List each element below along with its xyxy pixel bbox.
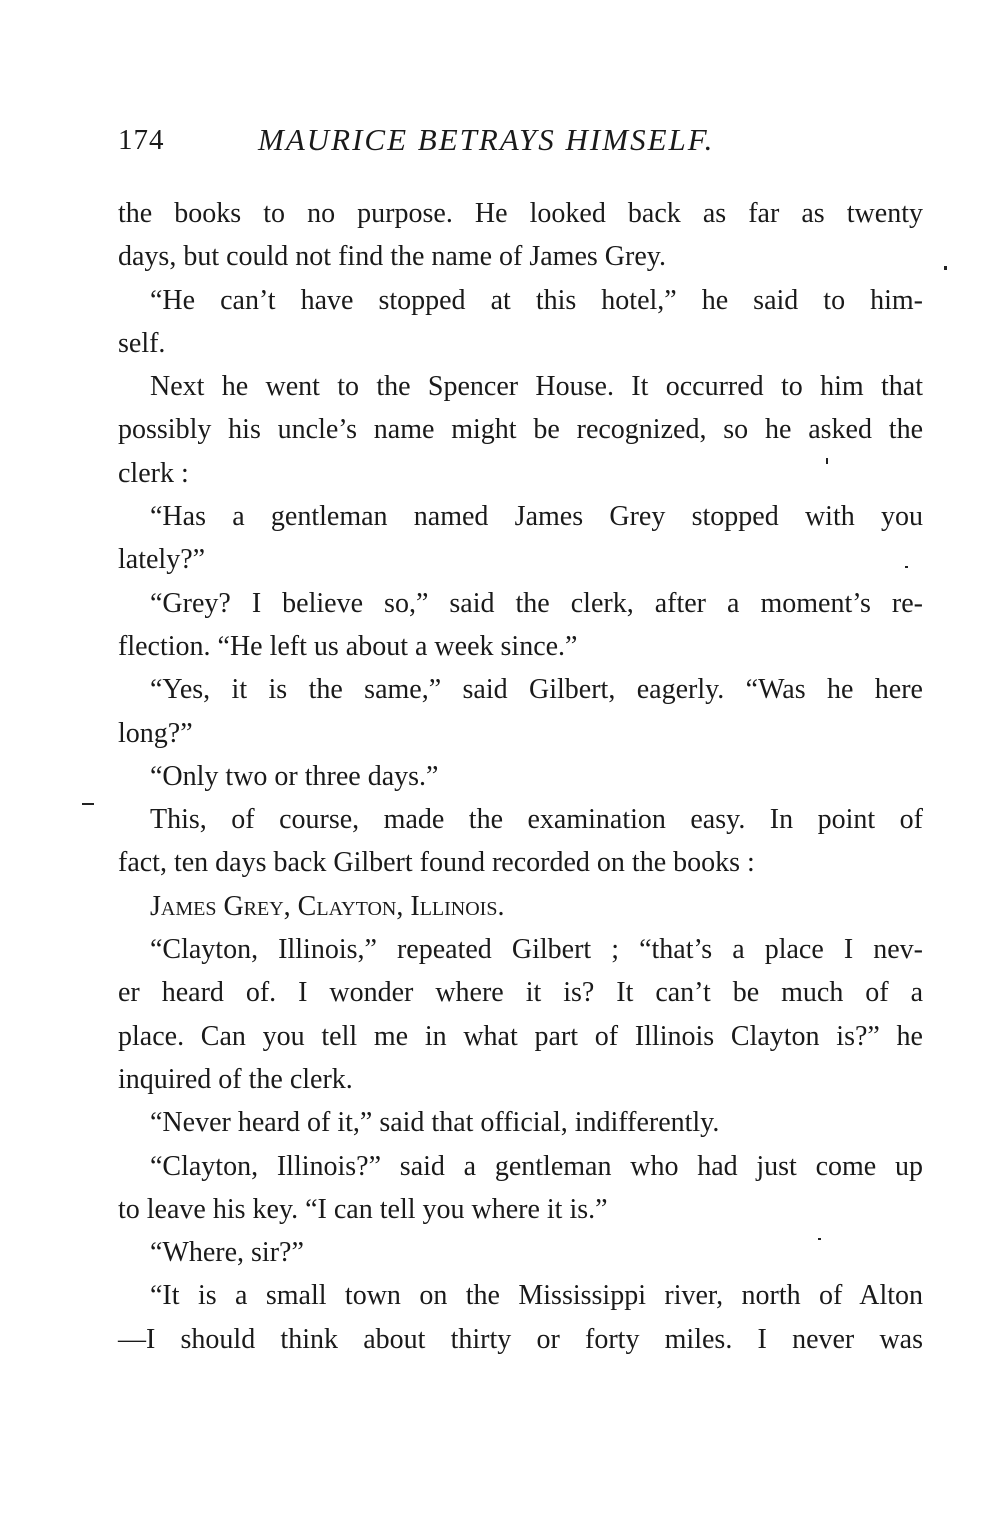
text-line: lately?” bbox=[118, 544, 206, 576]
print-speck bbox=[826, 458, 828, 464]
text-line: long?” bbox=[118, 717, 193, 749]
text-line: —I should think about thirty or forty miles. I never was bbox=[118, 1323, 923, 1355]
page-header bbox=[118, 118, 923, 168]
text-line: days, but could not find the name of James Grey. bbox=[118, 241, 666, 273]
text-line: “Clayton, Illinois,” repeated Gilbert ; “that’s a place I nev- bbox=[150, 934, 923, 966]
print-speck bbox=[944, 266, 947, 270]
body-text bbox=[118, 192, 923, 1361]
print-speck bbox=[818, 1238, 821, 1240]
text-line: possibly his uncle’s name might be recognized, so he asked the bbox=[118, 414, 923, 446]
text-line: “Yes, it is the same,” said Gilbert, eagerly. “Was he here bbox=[150, 674, 923, 706]
text-line: “Clayton, Illinois?” said a gentleman who had just come up bbox=[150, 1150, 923, 1182]
text-line: “Grey? I believe so,” said the clerk, after a moment’s re- bbox=[150, 587, 923, 619]
page-number: 174 bbox=[118, 124, 165, 156]
text-line: “Never heard of it,” said that official, indifferently. bbox=[150, 1107, 720, 1139]
text-line: “He can’t have stopped at this hotel,” he said to him- bbox=[150, 284, 923, 316]
text-line: “It is a small town on the Mississippi river, north of Alton bbox=[150, 1280, 923, 1312]
text-line: flection. “He left us about a week since.” bbox=[118, 630, 578, 662]
text-line: the books to no purpose. He looked back as far as twenty bbox=[118, 198, 923, 229]
text-line: inquired of the clerk. bbox=[118, 1063, 353, 1095]
text-line: James Grey, Clayton, Illinois. bbox=[150, 890, 505, 922]
text-line: place. Can you tell me in what part of Illinois Clayton is?” he bbox=[118, 1020, 923, 1052]
text-line: fact, ten days back Gilbert found recorded on the books : bbox=[118, 847, 755, 879]
text-line: This, of course, made the examination easy. In point of bbox=[150, 804, 923, 836]
print-speck bbox=[905, 566, 908, 568]
text-line: to leave his key. “I can tell you where it is.” bbox=[118, 1193, 608, 1225]
text-line: self. bbox=[118, 327, 166, 359]
text-line: er heard of. I wonder where it is? It can’t be much of a bbox=[118, 977, 923, 1009]
print-speck bbox=[82, 803, 94, 805]
text-line: “Where, sir?” bbox=[150, 1237, 304, 1269]
text-line: “Has a gentleman named James Grey stopped with you bbox=[150, 501, 923, 533]
running-title: MAURICE BETRAYS HIMSELF. bbox=[258, 122, 715, 157]
text-line: Next he went to the Spencer House. It occurred to him that bbox=[150, 371, 923, 403]
text-line: “Only two or three days.” bbox=[150, 760, 439, 792]
text-line: clerk : bbox=[118, 457, 189, 489]
